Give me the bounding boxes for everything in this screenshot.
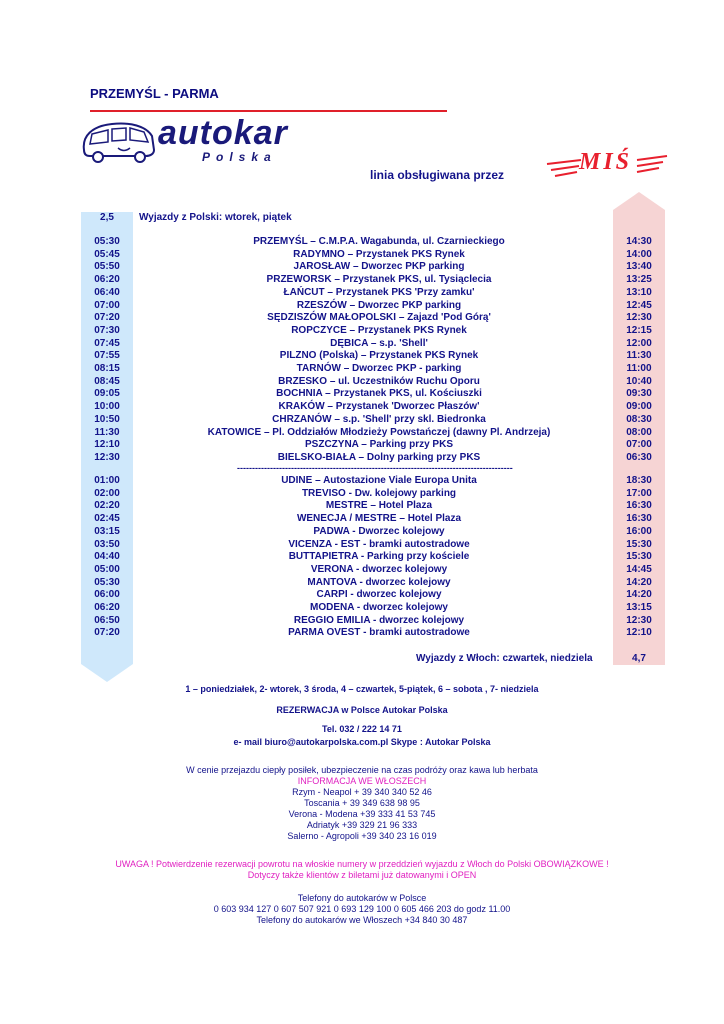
departure-time: 06:40 (94, 286, 120, 298)
phones-it: Telefony do autokarów we Włoszech +34 840 30 487 (256, 915, 468, 925)
stop-name: CARPI - dworzec kolejowy (316, 589, 442, 601)
stop-name: BRZESKO – ul. Uczestników Ruchu Oporu (278, 375, 480, 387)
timetable-row (81, 376, 665, 389)
return-time: 18:30 (626, 475, 652, 486)
return-time: 08:00 (626, 426, 652, 438)
inbound-days-label: Wyjazdy z Włoch: czwartek, niedziela (416, 653, 593, 664)
return-time: 07:00 (626, 439, 652, 451)
stop-name: DĘBICA – s.p. 'Shell' (330, 337, 428, 349)
stop-name: VERONA - dworzec kolejowy (310, 563, 448, 575)
timetable-row (81, 249, 665, 262)
stop-name: CHRZANÓW – s.p. 'Shell' przy skl. Biedronka (272, 413, 486, 425)
return-time: 11:30 (626, 350, 652, 362)
confirmation-warning-note: Dotyczy także klientów z biletami już datowanymi i OPEN (247, 870, 477, 880)
departure-time: 02:00 (94, 487, 120, 499)
timetable-row (81, 526, 665, 539)
stop-name: TARNÓW – Dworzec PKP - parking (296, 363, 462, 374)
return-time: 17:00 (626, 487, 652, 499)
timetable-row (81, 551, 665, 564)
timetable-row (81, 488, 665, 501)
timetable-row (81, 439, 665, 452)
meal-info: W cenie przejazdu ciepły posiłek, ubezpieczenie na czas podróży oraz kawa lub herbata (186, 765, 538, 775)
return-time: 08:30 (626, 413, 652, 425)
italy-contact: Verona - Modena +39 333 41 53 745 (288, 809, 436, 819)
departure-time: 06:20 (94, 274, 120, 286)
arrow-up-icon (613, 192, 665, 210)
return-time: 14:30 (626, 236, 652, 247)
operator-logo-text: MIŚ (579, 149, 633, 175)
reservation-heading: REZERWACJA w Polsce Autokar Polska (276, 705, 448, 715)
timetable-row (81, 513, 665, 526)
timetable-row (81, 602, 665, 615)
departure-time: 10:00 (94, 401, 120, 413)
italy-contact: Adriatyk +39 329 21 96 333 (306, 820, 418, 830)
stop-name: BUTTAPIETRA - Parking przy kościele (288, 551, 470, 563)
return-time: 09:30 (626, 388, 652, 400)
departure-time: 05:00 (94, 563, 120, 575)
arrow-down-icon (81, 664, 133, 682)
timetable-row (81, 475, 665, 488)
return-time: 16:30 (626, 500, 652, 512)
departure-time: 07:55 (94, 350, 120, 362)
timetable-row (81, 500, 665, 513)
timetable-row (81, 627, 665, 640)
timetable-row (81, 287, 665, 300)
stop-name: REGGIO EMILIA - dworzec kolejowy (293, 614, 465, 626)
inbound-days-number: 4,7 (632, 653, 646, 664)
border-separator: -------------------------------------------------------------------------------------------- (237, 463, 513, 473)
stop-name: KATOWICE – Pl. Oddziałów Młodzieży Powstańczej (dawny Pl. Andrzeja) (207, 426, 551, 438)
stop-name: ŁAŃCUT – Przystanek PKS 'Przy zamku' (283, 286, 475, 298)
timetable-row (81, 312, 665, 325)
return-time: 12:00 (626, 337, 652, 349)
departure-time: 04:40 (94, 551, 120, 563)
stop-name: VICENZA - EST - bramki autostradowe (288, 538, 470, 550)
timetable-row (81, 261, 665, 274)
departure-time: 07:45 (94, 337, 120, 349)
departure-time: 08:45 (94, 375, 120, 387)
departure-time: 07:00 (94, 299, 120, 311)
departure-time: 06:20 (94, 602, 120, 613)
italy-contact: Rzym - Neapol + 39 340 340 52 46 (292, 787, 432, 797)
return-time: 15:30 (626, 538, 652, 550)
return-time: 14:45 (626, 563, 652, 575)
departure-time: 10:50 (94, 413, 120, 425)
outbound-days-number: 2,5 (100, 212, 114, 223)
return-time: 13:10 (626, 286, 652, 298)
departure-time: 01:00 (94, 475, 120, 486)
stop-name: PILZNO (Polska) – Przystanek PKS Rynek (279, 350, 479, 362)
reservation-contact: e- mail biuro@autokarpolska.com.pl Skype : Autokar Polska (233, 737, 491, 747)
logo-sub: Polska (202, 150, 277, 164)
return-time: 12:30 (626, 614, 652, 626)
departure-time: 06:50 (94, 614, 120, 626)
return-time: 14:20 (626, 576, 652, 588)
timetable-row (81, 427, 665, 440)
timetable-row (81, 325, 665, 338)
stop-name: PRZEWORSK – Przystanek PKS, ul. Tysiąclecia (266, 274, 492, 286)
timetable-row (81, 589, 665, 602)
departure-time: 07:30 (94, 324, 120, 336)
return-time: 14:20 (626, 589, 652, 601)
stop-name: BOCHNIA – Przystanek PKS, ul. Kościuszki (276, 388, 482, 400)
stop-name: KRAKÓW – Przystanek 'Dworzec Płaszów' (278, 401, 480, 413)
return-time: 13:25 (626, 274, 652, 286)
italy-info-heading: INFORMACJA WE WŁOSZECH (297, 776, 427, 786)
departure-time: 03:15 (94, 525, 120, 537)
timetable-row (81, 564, 665, 577)
stop-name: MANTOVA - dworzec kolejowy (307, 576, 451, 588)
timetable-row (81, 363, 665, 376)
stop-name: RADYMNO – Przystanek PKS Rynek (293, 248, 465, 260)
departure-time: 06:00 (94, 589, 120, 601)
return-time: 09:00 (626, 401, 652, 413)
timetable-row (81, 414, 665, 427)
departure-time: 09:05 (94, 388, 120, 400)
departure-time: 11:30 (94, 426, 120, 438)
departure-time: 02:20 (94, 500, 120, 512)
stop-name: RZESZÓW – Dworzec PKP parking (296, 299, 462, 311)
weekday-legend: 1 – poniedziałek, 2- wtorek, 3 środa, 4 – czwartek, 5-piątek, 6 – sobota , 7- niedziela (185, 684, 539, 694)
timetable-row (81, 274, 665, 287)
timetable-row (81, 338, 665, 351)
stop-name: WENECJA / MESTRE – Hotel Plaza (296, 513, 462, 525)
timetable-row (81, 577, 665, 590)
title-divider (90, 110, 447, 112)
return-time: 15:30 (626, 551, 652, 563)
return-time: 10:40 (626, 375, 652, 387)
departure-time: 12:10 (94, 439, 120, 451)
stop-name: MESTRE – Hotel Plaza (325, 500, 433, 512)
stop-name: JAROSŁAW – Dworzec PKP parking (293, 261, 465, 273)
return-time: 13:40 (626, 261, 652, 273)
outbound-days-label: Wyjazdy z Polski: wtorek, piątek (139, 212, 292, 223)
autokar-logo (78, 114, 308, 170)
stop-name: ROPCZYCE – Przystanek PKS Rynek (291, 324, 467, 336)
timetable-row (81, 300, 665, 313)
departure-time: 05:30 (94, 576, 120, 588)
return-time: 06:30 (626, 451, 652, 463)
departure-time: 05:30 (94, 236, 120, 247)
italy-contact: Toscania + 39 349 638 98 95 (304, 798, 420, 808)
stop-name: PADWA - Dworzec kolejowy (313, 525, 445, 537)
departure-time: 05:45 (94, 248, 120, 260)
mis-logo (545, 148, 670, 182)
reservation-phone: Tel. 032 / 222 14 71 (322, 724, 402, 734)
stop-name: PSZCZYNA – Parking przy PKS (305, 439, 453, 451)
phones-pl-label: Telefony do autokarów w Polsce (297, 893, 427, 903)
return-time: 12:10 (626, 627, 652, 639)
departure-time: 07:20 (94, 627, 120, 639)
phones-pl: 0 603 934 127 0 607 507 921 0 693 129 100 0 605 466 203 do godz 11.00 (213, 904, 511, 914)
departure-time: 12:30 (94, 451, 120, 463)
return-time: 14:00 (626, 248, 652, 260)
departure-time: 02:45 (94, 513, 120, 525)
departure-time: 05:50 (94, 261, 120, 273)
stop-name: BIELSKO-BIAŁA – Dolny parking przy PKS (277, 451, 481, 463)
return-time: 12:15 (626, 324, 652, 336)
return-time: 12:30 (626, 312, 652, 324)
departure-time: 08:15 (94, 363, 120, 374)
stop-name: MODENA - dworzec kolejowy (310, 602, 448, 613)
bus-icon (78, 120, 158, 166)
return-time: 13:15 (626, 602, 652, 613)
timetable-row (81, 539, 665, 552)
italy-contact: Salerno - Agropoli +39 340 23 16 019 (287, 831, 437, 841)
timetable-row (81, 615, 665, 628)
logo-brand: autokar (158, 114, 288, 152)
stop-name: PRZEMYŚL – C.M.P.A. Wagabunda, ul. Czarnieckiego (253, 236, 505, 247)
stop-name: PARMA OVEST - bramki autostradowe (288, 627, 470, 639)
stop-name: UDINE – Autostazione Viale Europa Unita (281, 475, 477, 486)
return-time: 11:00 (626, 363, 652, 374)
timetable-row (81, 401, 665, 414)
return-time: 16:00 (626, 525, 652, 537)
confirmation-warning: UWAGA ! Potwierdzenie rezerwacji powrotu na włoskie numery w przeddzień wyjazdu z Włoch do Polski OBOWIĄZKOWE ! (115, 859, 609, 869)
return-time: 16:30 (626, 513, 652, 525)
timetable-row (81, 350, 665, 363)
return-time: 12:45 (626, 299, 652, 311)
timetable-row (81, 236, 665, 249)
departure-time: 03:50 (94, 538, 120, 550)
timetable-row (81, 388, 665, 401)
route-title: PRZEMYŚL - PARMA (90, 86, 219, 101)
stop-name: TREVISO - Dw. kolejowy parking (301, 487, 457, 499)
stop-name: SĘDZISZÓW MAŁOPOLSKI – Zajazd 'Pod Górą' (267, 312, 491, 324)
operated-by-label: linia obsługiwana przez (370, 168, 505, 182)
departure-time: 07:20 (94, 312, 120, 324)
